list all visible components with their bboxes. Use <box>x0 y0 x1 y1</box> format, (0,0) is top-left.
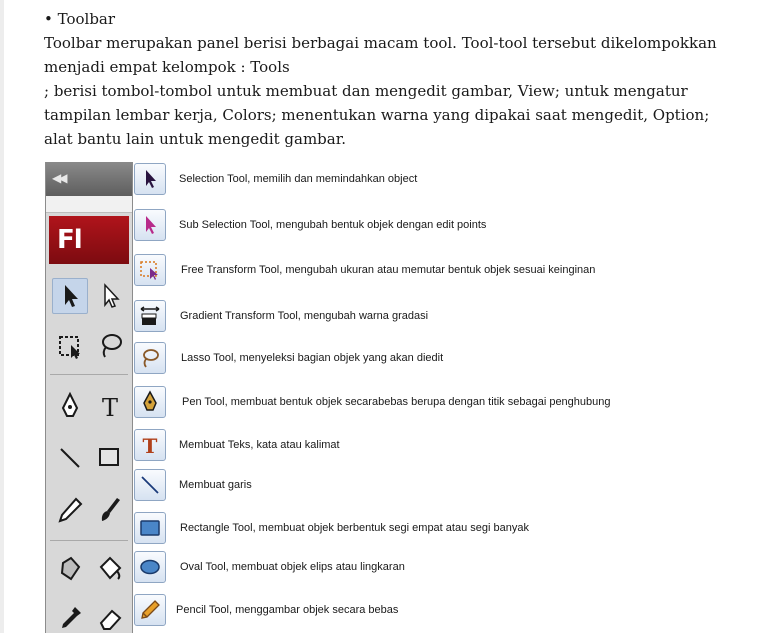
paragraph-line: alat bantu lain untuk mengedit gambar. <box>44 130 347 148</box>
tool-row <box>134 593 398 627</box>
selection-arrow-icon <box>138 167 162 191</box>
tool-description: Pen Tool, membuat bentuk objek secarabebas berupa dengan titik sebagai penghubung <box>182 396 611 408</box>
tool-description: Membuat garis <box>179 479 252 491</box>
free-transform-icon <box>55 331 85 361</box>
subselection-arrow-icon <box>138 213 162 237</box>
brush-icon <box>95 495 125 525</box>
tool-row <box>134 385 611 419</box>
panel-eraser-tool[interactable] <box>92 600 128 633</box>
panel-brush-tool[interactable] <box>92 492 128 528</box>
tool-description: Sub Selection Tool, mengubah bentuk objek dengan edit points <box>179 219 487 231</box>
panel-separator <box>50 374 128 375</box>
paragraph-line: tampilan lembar kerja, Colors; menentukan warna yang dipakai saat mengedit, Option; <box>44 106 710 124</box>
tool-description: Lasso Tool, menyeleksi bagian objek yang akan diedit <box>181 352 444 364</box>
eraser-icon <box>95 603 125 633</box>
rectangle-icon <box>138 516 162 540</box>
flash-logo <box>49 216 129 264</box>
subselection-arrow-icon <box>95 281 125 311</box>
article-text <box>44 7 744 151</box>
panel-eyedropper-tool[interactable] <box>52 600 88 633</box>
panel-pen-tool[interactable] <box>52 388 88 424</box>
tool-row <box>134 208 486 242</box>
oval-icon <box>138 555 162 579</box>
paragraph-line: menjadi empat kelompok : Tools <box>44 58 290 76</box>
tool-description: Membuat Teks, kata atau kalimat <box>179 439 340 451</box>
panel-paint-bucket-tool[interactable] <box>92 550 128 586</box>
panel-pencil-tool[interactable] <box>52 492 88 528</box>
svg-text:T: T <box>101 394 119 421</box>
lasso-icon <box>95 331 125 361</box>
line-icon <box>138 473 162 497</box>
panel-rectangle-tool[interactable] <box>92 440 128 476</box>
pen-icon <box>55 391 85 421</box>
text-icon <box>95 391 125 421</box>
tool-row <box>134 550 405 584</box>
tool-row <box>134 511 529 545</box>
ink-bottle-icon <box>55 553 85 583</box>
lasso-icon <box>138 346 162 370</box>
tool-row <box>134 253 595 287</box>
text-icon <box>138 433 162 457</box>
tool-row <box>134 428 340 462</box>
panel-title-bar <box>46 162 132 196</box>
tool-row <box>134 341 443 375</box>
section-heading: • Toolbar <box>44 10 116 28</box>
panel-subselection-tool[interactable] <box>92 278 128 314</box>
selection-arrow-icon <box>55 281 85 311</box>
paragraph-line: Toolbar merupakan panel berisi berbagai macam tool. Tool-tool tersebut dikelompokkan <box>44 34 717 52</box>
flash-toolbar-panel <box>45 162 133 633</box>
panel-lasso-tool[interactable] <box>92 328 128 364</box>
tool-description: Free Transform Tool, mengubah ukuran atau memutar bentuk objek sesuai keinginan <box>181 264 596 276</box>
pencil-icon <box>138 598 162 622</box>
paragraph-line: ; berisi tombol-tombol untuk membuat dan mengedit gambar, View; untuk mengatur <box>44 82 688 100</box>
panel-text-tool[interactable] <box>92 388 128 424</box>
collapse-panel-icon[interactable]: ◀◀ <box>52 171 65 185</box>
pencil-icon <box>55 495 85 525</box>
tool-description: Selection Tool, memilih dan memindahkan object <box>179 173 418 185</box>
tool-description: Pencil Tool, menggambar objek secara bebas <box>176 604 399 616</box>
paint-bucket-icon <box>95 553 125 583</box>
panel-separator <box>50 540 128 541</box>
line-icon <box>55 443 85 473</box>
page-left-border <box>0 0 4 633</box>
free-transform-icon <box>138 258 162 282</box>
svg-text:T: T <box>142 434 158 457</box>
panel-selection-tool[interactable] <box>52 278 88 314</box>
tool-row <box>134 162 417 196</box>
rectangle-icon <box>95 443 125 473</box>
pen-icon <box>138 390 162 414</box>
panel-free-transform-tool[interactable] <box>52 328 88 364</box>
tool-description: Oval Tool, membuat objek elips atau lingkaran <box>180 561 405 573</box>
tool-row <box>134 468 252 502</box>
panel-grip <box>46 196 132 213</box>
tool-row <box>134 299 428 333</box>
tool-description: Gradient Transform Tool, mengubah warna gradasi <box>180 310 429 322</box>
gradient-transform-icon <box>138 304 162 328</box>
flash-logo-text: Fl <box>57 225 82 255</box>
panel-ink-bottle-tool[interactable] <box>52 550 88 586</box>
panel-line-tool[interactable] <box>52 440 88 476</box>
eyedropper-icon <box>55 603 85 633</box>
tool-description: Rectangle Tool, membuat objek berbentuk segi empat atau segi banyak <box>180 522 529 534</box>
